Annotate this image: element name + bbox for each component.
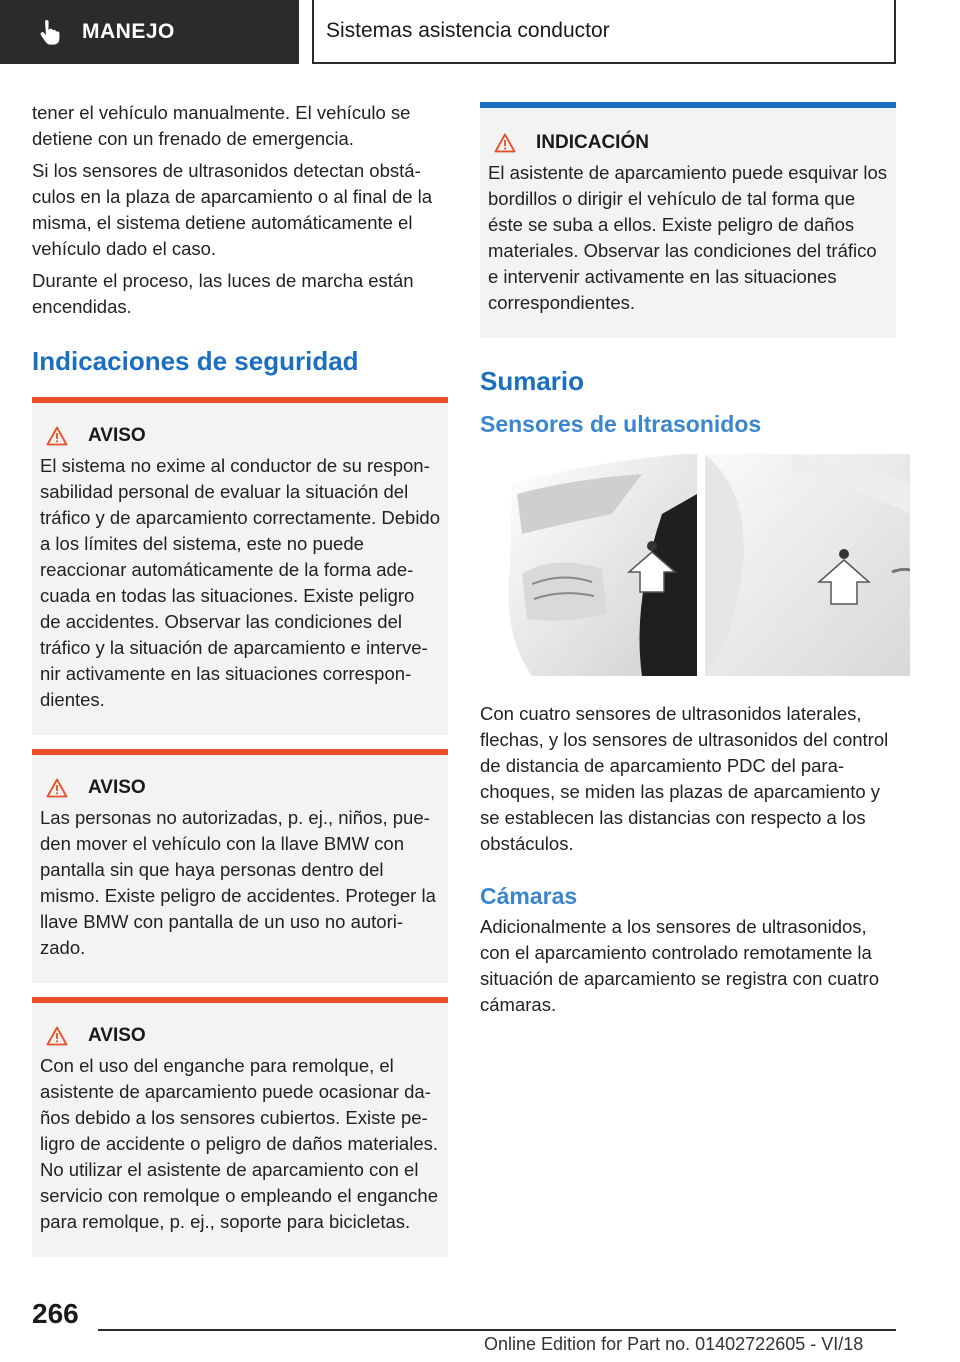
section-heading: Sumario — [480, 366, 585, 396]
chapter-title: Sistemas asistencia conductor — [312, 0, 896, 64]
left-column — [32, 100, 448, 1257]
page-header — [0, 0, 960, 66]
section-heading: Indicaciones de seguridad — [32, 346, 359, 376]
warning-text: El sistema no exime al conductor de su responsabilidad personal de evaluar la situación del tráfico y de aparcamiento correctamente. Debido a los límites del sistema, este no puede reaccionar automáticamente de la forma adecuada en todas las situaciones. Existe peligro de accidentes. Observar las condiciones del tráfico y la situación de aparcamiento e intervenir activamente en las situaciones correspondientes. — [40, 455, 441, 710]
warning-triangle-icon — [494, 133, 516, 153]
warning-text: Con el uso del enganche para remolque, el asistente de aparcamiento puede ocasionar daños debido a los sensores cubiertos. Existe peligro de accidente o peligro de daños materiales. No utilizar el asistente de aparcamiento con el servicio con remolque o empleando el enganche para remolque, p. ej., soporte para bicicletas. — [40, 1055, 439, 1232]
paragraph: Durante el proceso, las luces de marcha están encendidas. — [32, 270, 414, 317]
warning-triangle-icon — [46, 1026, 68, 1046]
warning-box — [32, 749, 448, 983]
footer-divider — [98, 1329, 896, 1331]
hand-icon — [36, 18, 64, 46]
warning-title: AVISO — [88, 425, 146, 446]
page-number: 266 — [32, 1298, 79, 1329]
warning-title: AVISO — [88, 777, 146, 798]
paragraph: Con cuatro sensores de ultrasonidos laterales, flechas, y los sensores de ultrasonidos del control de distancia de aparcamiento PDC del parachoques, se miden las plazas de aparcamiento y se establecen las distancias con respecto a los obstáculos. — [480, 703, 889, 854]
warning-triangle-icon — [46, 778, 68, 798]
subsection-heading: Cámaras — [480, 883, 578, 909]
paragraph: Si los sensores de ultrasonidos detectan obstáculos en la plaza de aparcamiento o al final de la misma, el sistema detiene automáticamente el vehículo dado el caso. — [32, 160, 433, 259]
warning-triangle-icon — [46, 426, 68, 446]
subsection-heading: Sensores de ultrasonidos — [480, 411, 762, 437]
warning-title: AVISO — [88, 1025, 146, 1046]
paragraph: Adicionalmente a los sensores de ultrasonidos, con el aparcamiento controlado remotamente la situación de aparcamiento se registra con cuatro cámaras. — [480, 916, 879, 1015]
ultrasonic-sensors-illustration — [492, 454, 910, 676]
info-box — [480, 102, 896, 338]
right-column — [480, 102, 896, 1024]
warning-box — [32, 997, 448, 1257]
section-label: MANEJO — [82, 20, 175, 43]
paragraph: tener el vehículo manualmente. El vehículo se detiene con un frenado de emergencia. — [32, 102, 411, 149]
edition-label: Online Edition for Part no. 01402722605 - VI/18 — [484, 1334, 864, 1354]
info-title: INDICACIÓN — [536, 132, 649, 153]
info-text: El asistente de aparcamiento puede esquivar los bordillos o dirigir el vehículo de tal forma que éste se suba a ellos. Existe peligro de daños materiales. Observar las condiciones del tráfico e intervenir activamente en las situaciones correspondientes. — [488, 162, 888, 313]
warning-text: Las personas no autorizadas, p. ej., niños, pueden mover el vehículo con la llave BMW con pantalla sin que haya personas dentro del mismo. Existe peligro de accidentes. Proteger la llave BMW con pantalla de un uso no autorizado. — [40, 807, 436, 958]
warning-box — [32, 397, 448, 735]
section-tab — [0, 0, 299, 64]
